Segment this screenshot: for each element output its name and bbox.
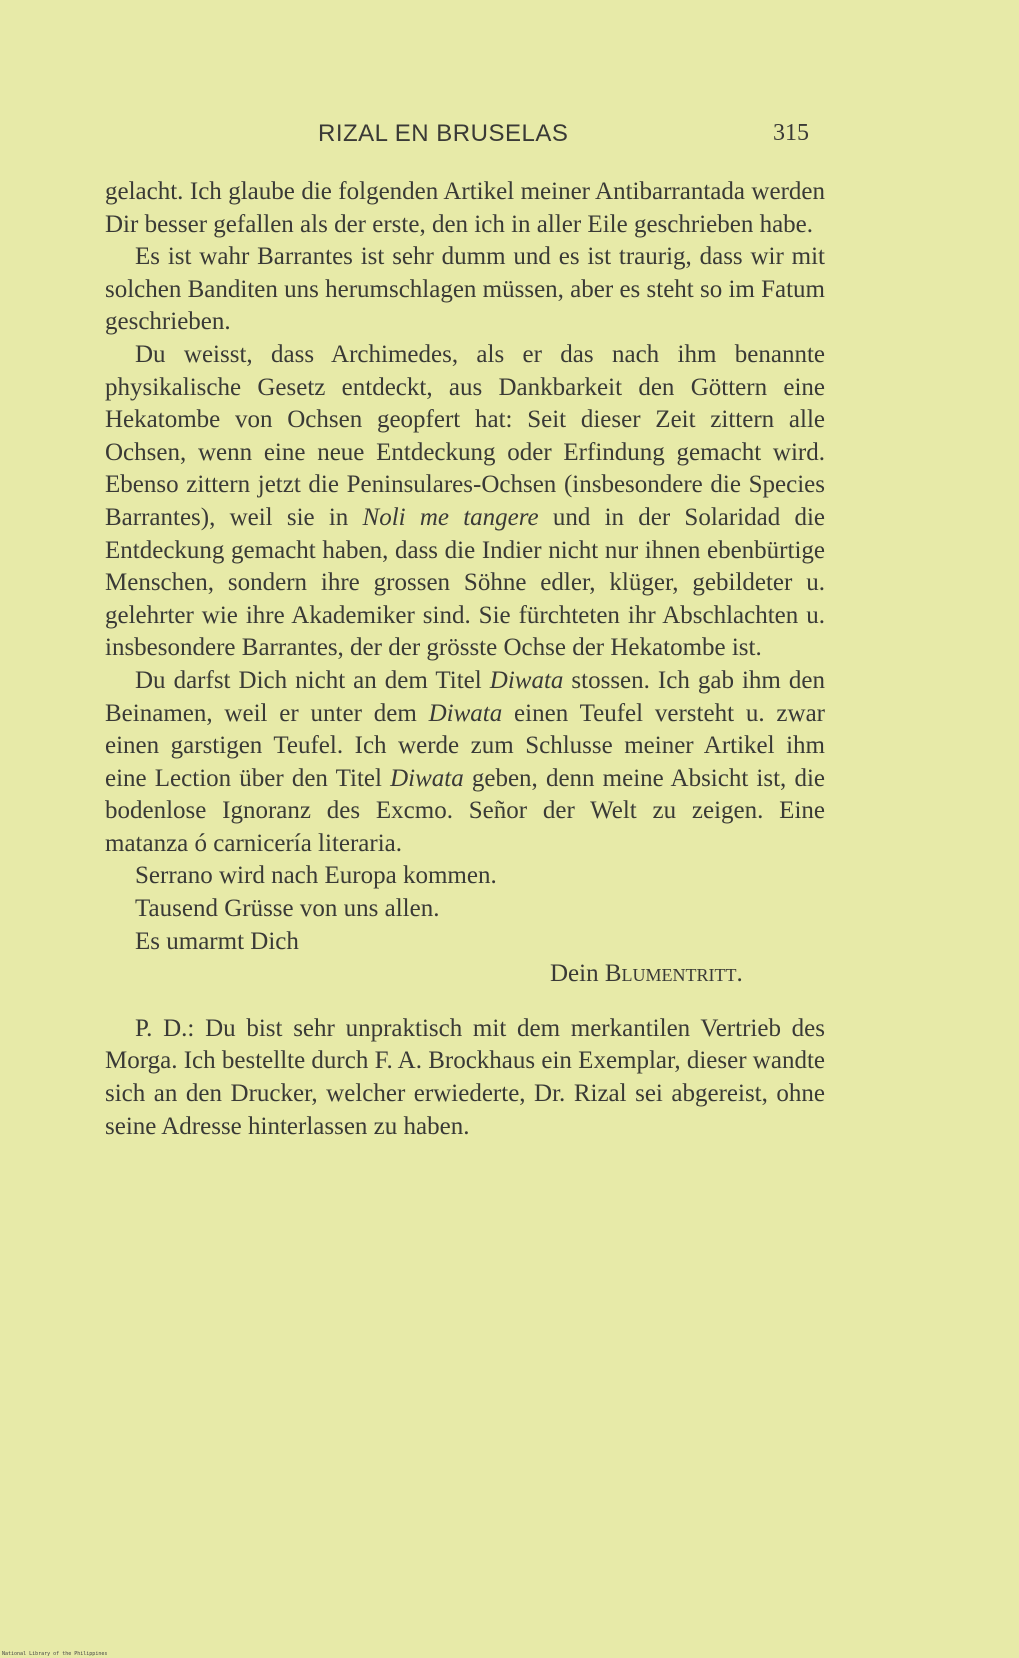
title-diwata-2: Diwata [428,699,503,727]
signature-prefix: Dein [550,960,605,988]
signature-name: Blumentritt. [604,960,743,988]
running-title: RIZAL EN BRUSELAS [318,120,569,147]
postscript: P. D.: Du bist sehr unpraktisch mit dem merkantilen Vertrieb des Morga. Ich bestellte durch F. A. Brockhaus ein Exemplar, dieser wandte sich an den Drucker, welcher erwiederte, Dr. Rizal sei abgereist, ohne seine Adresse hinterlassen zu haben. [105,1014,825,1140]
paragraph-4-text-b: stossen. Ich gab ihm den Beinamen, weil er unter dem [105,666,826,727]
title-diwata-1: Diwata [489,666,564,694]
paragraph-4-text-d: geben, denn meine Absicht ist, die bodenlose Ignoranz des Excmo. Señor der Welt zu zeigen. Eine matanza ó carnicería literaria. [105,764,825,857]
closing-line-3: Es umarmt Dich [135,927,299,955]
closing-line-1: Serrano wird nach Europa kommen. [135,862,497,890]
paragraph-3-text-a: Du weisst, dass Archimedes, als er das nach ihm benannte physikalische Gesetz entdeckt, aus Dankbarkeit den Göttern eine Hekatombe von Ochsen geopfert hat: Seit dieser Zeit zittern alle Ochsen, wenn eine neue Entdeckung oder Erfindung gemacht wird. Ebenso zittern jetzt die Peninsulares-Ochsen (insbesondere die Species Barrantes), weil sie in [105,340,825,531]
body-text [105,176,825,1143]
paragraph-4-text-a: Du darfst Dich nicht an dem Titel [135,666,490,694]
signature [105,958,825,991]
paragraph-3 [105,339,825,665]
page-number: 315 [773,120,809,146]
page-header [0,120,1019,154]
paragraph-1: gelacht. Ich glaube die folgenden Artikel meiner Antibarrantada werden Dir besser gefallen als der erste, den ich in aller Eile geschrieben habe. [105,178,825,238]
closing-line-2: Tausend Grüsse von uns allen. [135,895,440,923]
book-title-noli: Noli me tangere [362,503,539,531]
paragraph-2: Es ist wahr Barrantes ist sehr dumm und es ist traurig, dass wir mit solchen Banditen uns herumschlagen müssen, aber es steht so im Fatum geschrieben. [105,243,826,336]
title-diwata-3: Diwata [390,764,464,792]
library-credit: National Library of the Philippines [2,1651,108,1657]
paragraph-4 [105,665,825,861]
paragraph-4-text-c: einen Teufel versteht u. zwar einen garstigen Teufel. Ich werde zum Schlusse meiner Artikel ihm eine Lection über den Titel [105,699,825,792]
paragraph-3-text-b: und in der Solaridad die Entdeckung gemacht haben, dass die Indier nicht nur ihnen ebenbürtige Menschen, sondern ihre grossen Söhne edler, klüger, gebildeter u. gelehrter wie ihre Akademiker sind. Sie fürchteten ihr Abschlachten u. insbesondere Barrantes, der der grösste Ochse der Hekatombe ist. [105,503,825,662]
